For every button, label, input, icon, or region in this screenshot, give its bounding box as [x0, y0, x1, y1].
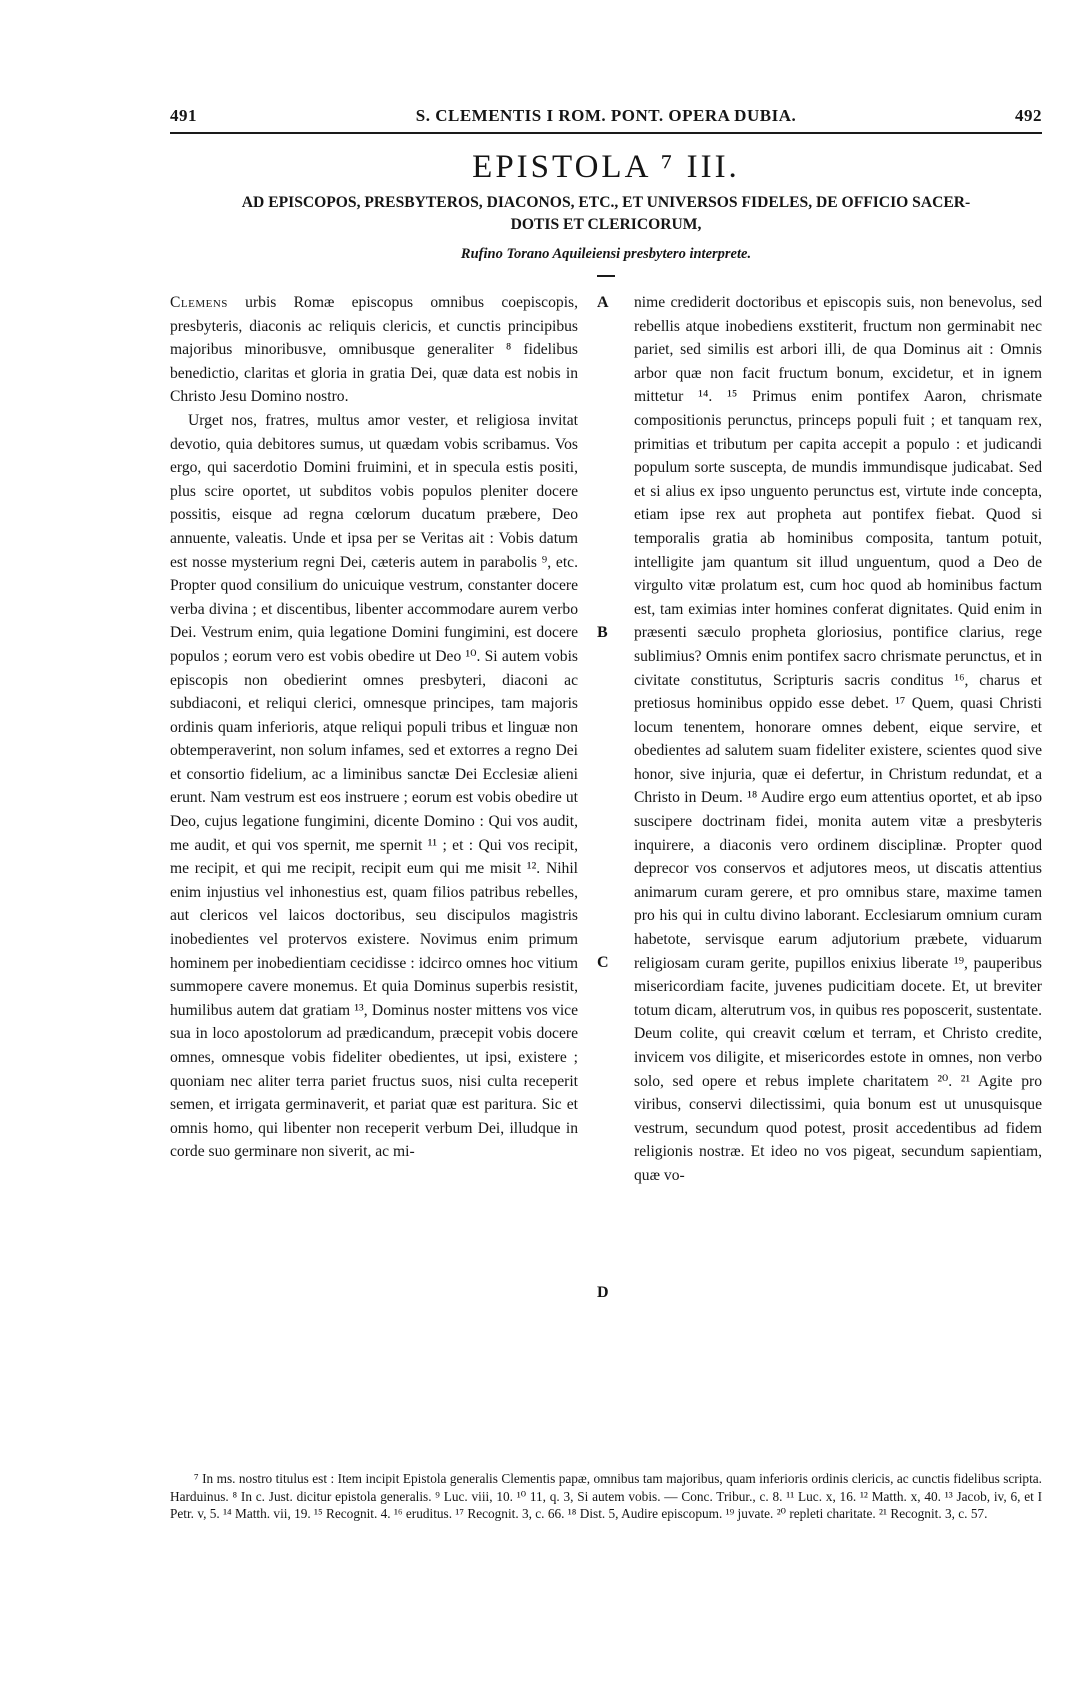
- running-title: S. CLEMENTIS I ROM. PONT. OPERA DUBIA.: [415, 106, 797, 125]
- text-columns: [170, 291, 1042, 1361]
- left-paragraph-2: Urget nos, fratres, multus amor vester, et religiosa invitat devotio, quia debitores sumus, ut quædam vobis scribamus. Vos ergo, qui sacerdotio Domini fruimini, et in specula estis positi, plus scire oportet, ut subditos vobis populos pleniter docere possitis, eisque ad regna cœlorum ducatum præbere, Deo annuente, valeatis. Unde et ipsa per se Veritas ait : Vobis datum est nosse mysterium regni Dei, cæteris autem in parabolis ⁹, etc. Propter quod consilium do unicuique vestrum, constanter docere verba divina ; et discentibus, libenter accommodare aurem verbo Dei. Vestrum enim, quia legatione Domini fungimini, est docere populos ; eorum vero est vobis obedire ut Deo ¹⁰. Si autem vobis episcopis non obedierint omnes presbyteri, diaconi ac subdiaconi, et reliqui clerici, omnesque principes, tam majoris ordinis quam inferioris, atque reliqui populi tribus et linguæ non obtemperaverint, non solum infames, sed et extorres a regno Dei et consortio fidelium, ac a liminibus sanctæ Dei Ecclesiæ alieni erunt. Nam vestrum est eos instruere ; eorum est vobis obedire ut Deo, cujus legatione fungimini, dicente Domino : Qui vos audit, me audit, et qui vos spernit, me spernit ¹¹ ; et : Qui vos recipit, me recipit, et qui me recipit, recipit eum qui me misit ¹². Nihil enim injustius vel inhonestius est, quam filios patribus rebelles, aut clericos vel laicos doctoribus, seu discipulos magistris inobedientes vel protervos existere. Novimus enim primum hominem per inobedientiam cecidisse : idcirco omnes hoc vitium summopere cavere monemus. Et quia Dominus superbis resistit, humilibus autem dat gratiam ¹³, Dominus noster mittens vos vice sua in loco apostolorum ad prædicandum, præcepit vobis docere omnes, omnesque vobis fideliter obedientes, ut ipsi, existere ; quoniam nec aliter terra pariet fructus suos, nisi culta receperit semen, et irrigata germinaverit, et pariat quæ est paritura. Sic et omnis homo, qui libenter non receperit verbum Dei, illudque in corde suo germinare non siverit, ac mi-: [170, 411, 578, 1161]
- running-header: [170, 100, 1042, 130]
- initial-word: Clemens: [170, 294, 228, 311]
- margin-marker-a: A: [597, 294, 609, 311]
- epistle-title: EPISTOLA ⁷ III.: [472, 149, 740, 185]
- left-paragraph-1-text: urbis Romæ episcopus omnibus coepiscopis, presbyteris, diaconis ac reliquis clericis, et cunctis principibus majoribus minoribusve, omnibusque generaliter ⁸ fidelibus benedictio, claritas et gloria in gratia Dei, quæ data est nobis in Christo Jesu Domino nostro.: [170, 294, 578, 406]
- subtitle-line-2: DOTIS ET CLERICORUM,: [510, 216, 702, 233]
- page-number-left: 491: [170, 106, 197, 125]
- right-column: [634, 291, 1042, 1188]
- header-rule: [170, 132, 1042, 134]
- subtitle-line-1: AD EPISCOPOS, PRESBYTEROS, DIACONOS, ETC., ET UNIVERSOS FIDELES, DE OFFICIO SACER-: [241, 194, 971, 211]
- margin-marker-b: B: [597, 624, 608, 641]
- epistle-subtitle: [170, 192, 1042, 236]
- interpreter-line: Rufino Torano Aquileiensi presbytero interprete.: [460, 246, 752, 262]
- footnotes: [170, 1470, 1042, 1523]
- right-paragraph-1: nime crediderit doctoribus et episcopis suis, non benevolus, sed rebellis atque inobediens exstiterit, fructum non germinabit nec pariet, sed similis est arbori illi, de qua Dominus ait : Omnis arbor quæ non facit fructum bonum, excidetur, et in ignem mittetur ¹⁴. ¹⁵ Primus enim pontifex Aaron, chrismate compositionis perunctus, princeps populi fuit ; et tanquam rex, primitias et tributum per capita accepit a populo : et judicandi populum sorte suscepta, de mundis immundisque judicabat. Sed et si alius ex ipso unguento perunctus est, virtute inde concepta, etiam ipse rex aut propheta aut pontifex fiebat. Quod si temporalis gratia ab hominibus composita, tantum potuit, intelligite jam quantum sit illud unguentum, quod a Deo de virgulto vitæ prolatum est, cum hoc quod ab hominibus factum est, tam eximias inter homines conferat dignitates. Quid enim in præsenti sæculo propheta gloriosius, pontifice clarius, rege sublimius? Omnis enim pontifex sacro chrismate perunctus, et in civitate constitutus, Scripturis sacris conditus ¹⁶, charus et pretiosus hominibus oppido esse debet. ¹⁷ Quem, quasi Christi locum tenentem, honorare omnes debent, eique servire, et obedientes ad salutem suam fideliter existere, scientes quod sive honor, sive injuria, quæ ei defertur, in Christum redundat, et a Christo in Deum. ¹⁸ Audire ergo eum attentius oportet, et ab ipso suscipere doctrinam fidei, monita autem vitæ a presbyteris inquirere, a diaconis vero ordinem disciplinæ. Propter quod deprecor vos conservos et adjutores meos, ut discatis attentius animarum curam gerere, et pro omnibus stare, maxime tamen pro his qui in cultu divino laborant. Ecclesiarum omnium curam habetote, servisque earum adjutorium præbete, viduarum religiosam curam gerite, pupillos enixius liberate ¹⁹, pauperibus misericordiam facite, juvenes pudicitiam docete. Et, ut breviter totum dicam, alterutrum vos, in quibus res poposcerit, sustentate. Deum colite, qui creavit cœlum et terram, et Christo credite, invicem vos diligite, et misericordes estote in omnes, non verbo solo, sed opere et rebus implete charitatem ²⁰. ²¹ Agite pro viribus, conservi dilectissimi, quia bonum est ut unusquisque vestrum, secundum quod potest, prosit accedentibus ad fidem religionis nostræ. Et ideo no vos pigeat, secundum sapientiam, quæ vo-: [634, 294, 1042, 1184]
- footnote-text: ⁷ In ms. nostro titulus est : Item incipit Epistola generalis Clementis papæ, omnibus tam majoribus, quam inferioris ordinis clericis, ac cunctis fidelibus scripta. Harduinus. ⁸ In c. Just. dicitur epistola generalis. ⁹ Luc. viii, 10. ¹⁰ 11, q. 3, Si autem vobis. — Conc. Tribur., c. 8. ¹¹ Luc. x, 16. ¹² Matth. x, 40. ¹³ Jacob, iv, 6, et I Petr. v, 5. ¹⁴ Matth. vii, 19. ¹⁵ Recognit. 4. ¹⁶ eruditus. ¹⁷ Recognit. 3, c. 66. ¹⁸ Dist. 5, Audire episcopum. ¹⁹ juvate. ²⁰ repleti charitate. ²¹ Recognit. 3, c. 57.: [170, 1471, 1042, 1521]
- margin-marker-d: D: [597, 1284, 609, 1301]
- left-column: [170, 291, 578, 1164]
- title-dash: [597, 275, 615, 277]
- left-paragraph-1: [170, 291, 578, 409]
- margin-marker-c: C: [597, 954, 609, 971]
- page: [170, 100, 1042, 1521]
- page-number-right: 492: [1015, 106, 1042, 125]
